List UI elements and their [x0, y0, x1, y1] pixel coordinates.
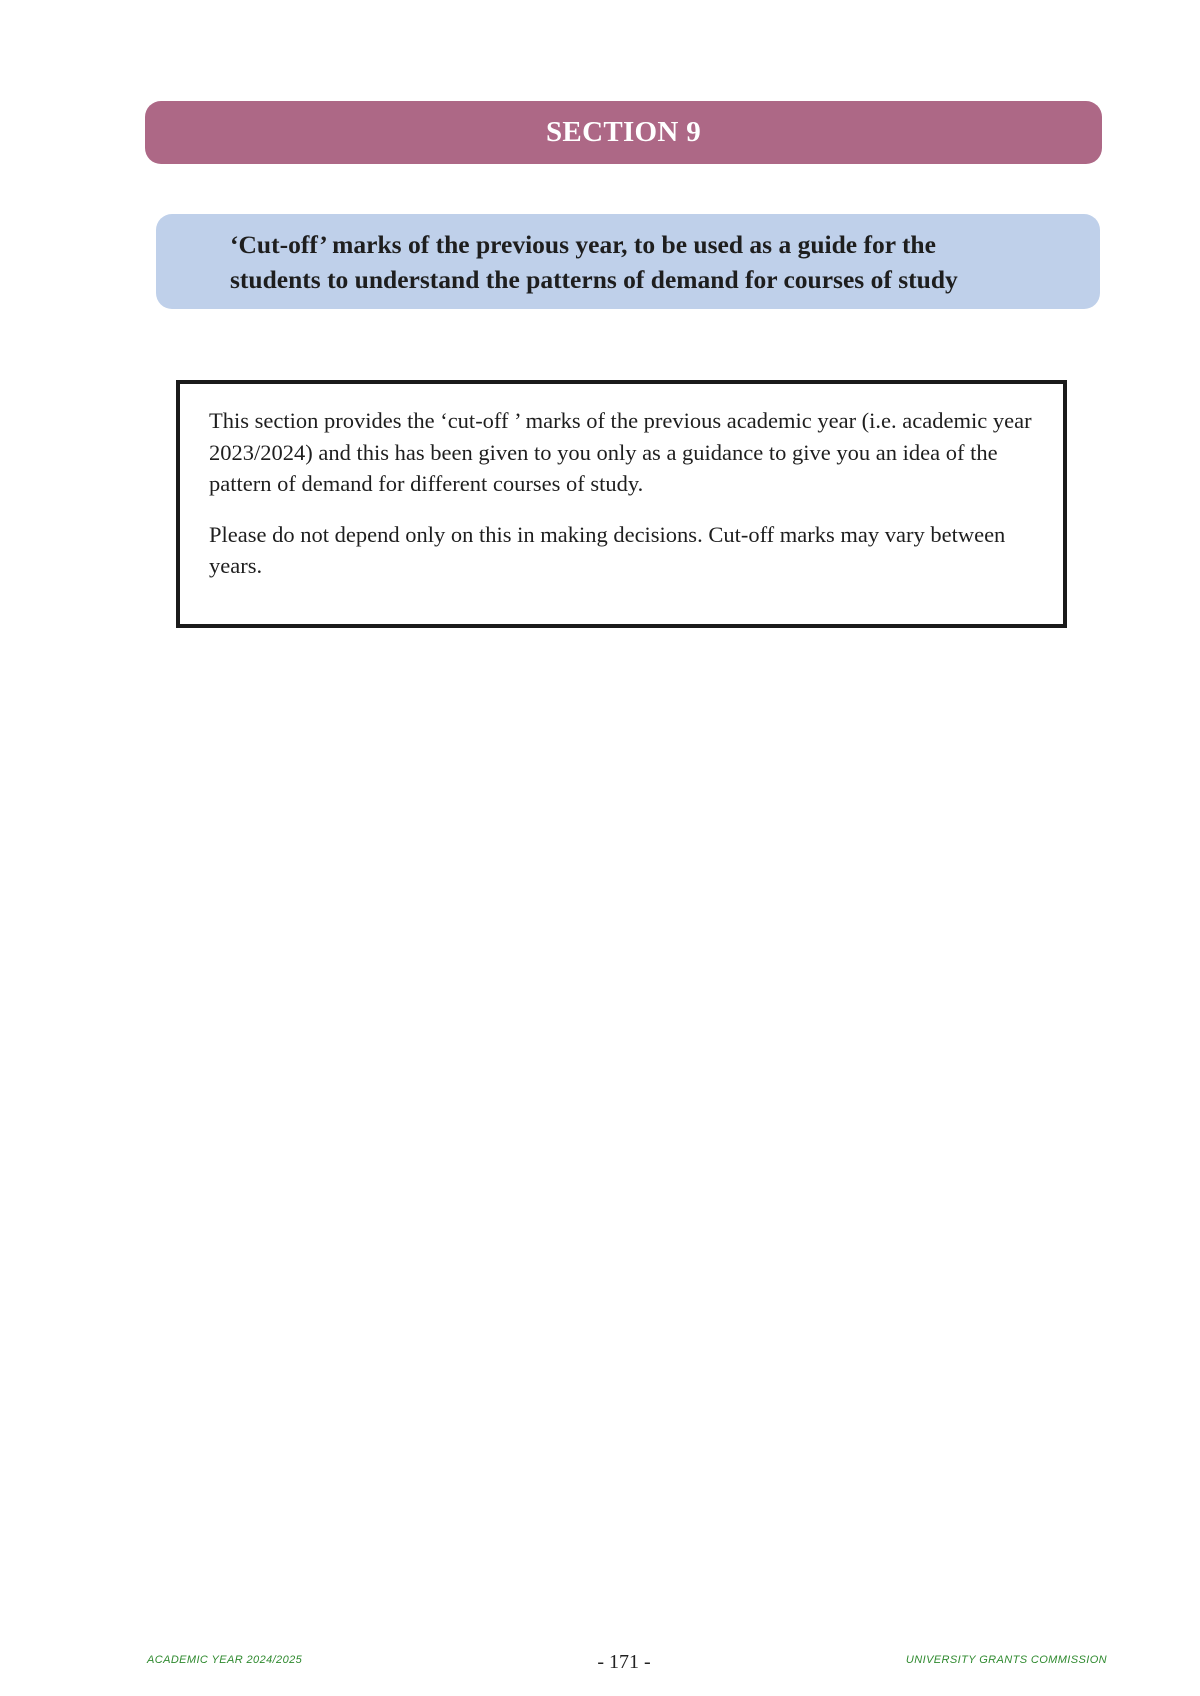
subtitle-line-2: students to understand the patterns of demand for courses of study	[230, 265, 958, 294]
section-title: SECTION 9	[546, 116, 701, 148]
page-number: - 171 -	[597, 1651, 651, 1673]
subtitle-line-1: ‘Cut-off’ marks of the previous year, to be used as a guide for the	[230, 230, 936, 259]
notice-paragraph-1: This section provides the ‘cut-off ’ marks of the previous academic year (i.e. academic year 2023/2024) and this has been given to you only as a guidance to give you an idea of the pattern of demand for different courses of study.	[209, 408, 1032, 496]
footer-publisher: UNIVERSITY GRANTS COMMISSION	[905, 1654, 1107, 1666]
notice-box	[176, 380, 1067, 628]
notice-paragraph-2: Please do not depend only on this in making decisions. Cut-off marks may vary between years.	[209, 521, 1006, 578]
section-banner	[145, 101, 1102, 164]
footer-academic-year: ACADEMIC YEAR 2024/2025	[147, 1654, 303, 1666]
section-subtitle-box	[156, 214, 1100, 309]
